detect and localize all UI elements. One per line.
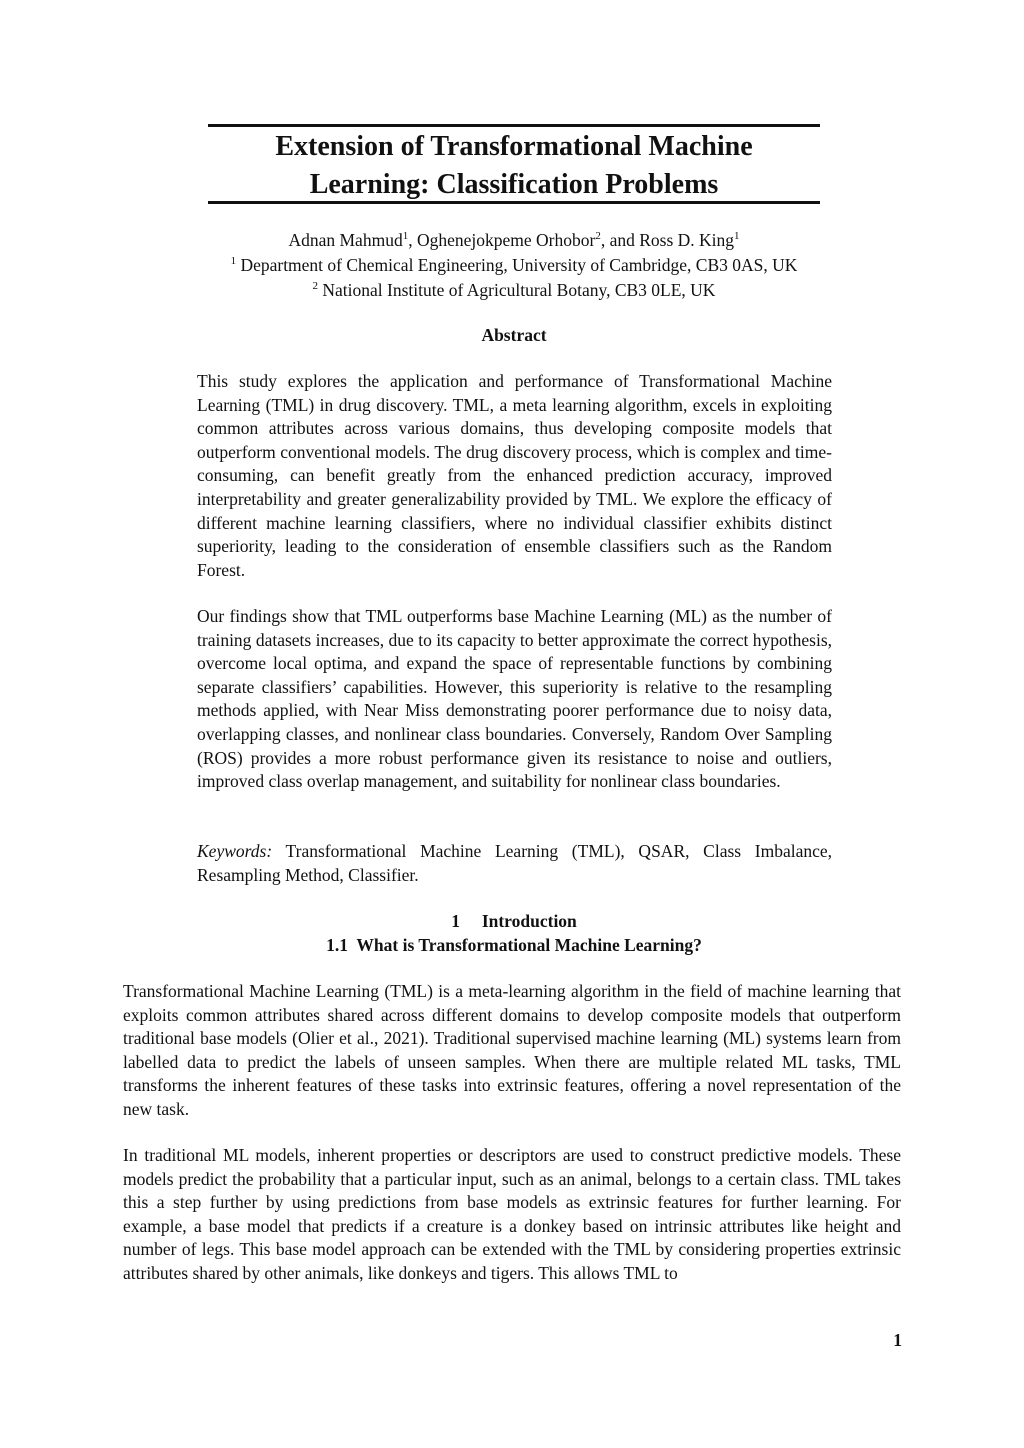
abstract-paragraph-1: This study explores the application and performance of Transformational Machine Learning (TML) in drug discovery. TML, a meta learning algorithm, excels in exploiting common attributes across various domains, thus developing composite models that outperform conventional models. The drug discovery process, which is complex and time-consuming, can benefit greatly from the enhanced prediction accuracy, improved interpretability and greater generalizability provided by TML. We explore the efficacy of different machine learning classifiers, where no individual classifier exhibits distinct superiority, leading to the consideration of ensemble classifiers such as the Random Forest. bbox=[197, 371, 832, 580]
author-list bbox=[150, 228, 878, 253]
author-2-affil: 2 bbox=[595, 230, 601, 242]
author-block bbox=[150, 228, 878, 303]
page-number: 1 bbox=[893, 1330, 902, 1350]
affiliation-2-text: National Institute of Agricultural Botany, CB3 0LE, UK bbox=[318, 280, 716, 300]
section-heading-introduction: 1 Introduction bbox=[451, 911, 577, 931]
affiliation-2 bbox=[150, 278, 878, 303]
abstract-heading: Abstract bbox=[481, 325, 547, 345]
keywords bbox=[197, 840, 832, 887]
title-bottom-rule bbox=[208, 201, 820, 204]
affiliation-1-text: Department of Chemical Engineering, University of Cambridge, CB3 0AS, UK bbox=[236, 255, 798, 275]
author-3-affil: 1 bbox=[734, 230, 740, 242]
title-line-1: Extension of Transformational Machine bbox=[275, 131, 753, 162]
affiliation-1-marker: 1 bbox=[230, 255, 237, 267]
author-2: , Oghenejokpeme Orhobor bbox=[408, 230, 596, 250]
title-top-rule bbox=[208, 124, 820, 127]
section-headings bbox=[150, 910, 878, 957]
keywords-text: Transformational Machine Learning (TML), QSAR, Class Imbalance, Resampling Method, Classifier. bbox=[197, 841, 832, 885]
title-line-2: Learning: Classification Problems bbox=[309, 169, 719, 200]
author-1: Adnan Mahmud bbox=[288, 230, 403, 250]
affiliation-2-marker: 2 bbox=[312, 280, 319, 292]
author-1-affil: 1 bbox=[402, 230, 409, 242]
body-paragraph-2: In traditional ML models, inherent properties or descriptors are used to construct predictive models. These models predict the probability that a particular input, such as an animal, belongs to a certain class. TML takes this a step further by using predictions from base models as extrinsic features for further learning. For example, a base model that predicts if a creature is a donkey based on intrinsic attributes like height and number of legs. This base model approach can be extended with the TML by considering properties extrinsic attributes shared by other animals, like donkeys and tigers. This allows TML to bbox=[123, 1145, 901, 1283]
body-paragraph-1: Transformational Machine Learning (TML) is a meta-learning algorithm in the field of machine learning that exploits common attributes shared across different domains to develop composite models that outperform traditional base models (Olier et al., 2021). Traditional supervised machine learning (ML) systems learn from labelled data to predict the labels of unseen samples. When there are multiple related ML tasks, TML transforms the inherent features of these tasks into extrinsic features, offering a novel representation of the new task. bbox=[123, 981, 901, 1119]
author-3: , and Ross D. King bbox=[600, 230, 735, 250]
subsection-heading-what-is-tml: 1.1 What is Transformational Machine Learning? bbox=[326, 934, 702, 955]
keywords-label: Keywords: bbox=[197, 841, 273, 861]
affiliation-1 bbox=[150, 253, 878, 278]
paper-title bbox=[208, 128, 820, 204]
abstract-paragraph-2: Our findings show that TML outperforms base Machine Learning (ML) as the number of training datasets increases, due to its capacity to better approximate the correct hypothesis, overcome local optima, and expand the space of representable functions by combining separate classifiers’ capabilities. However, this superiority is relative to the resampling methods applied, with Near Miss demonstrating poorer performance due to noisy data, overlapping classes, and nonlinear class boundaries. Conversely, Random Over Sampling (ROS) provides a more robust performance given its resistance to noise and outliers, improved class overlap management, and suitability for nonlinear class boundaries. bbox=[197, 606, 832, 792]
